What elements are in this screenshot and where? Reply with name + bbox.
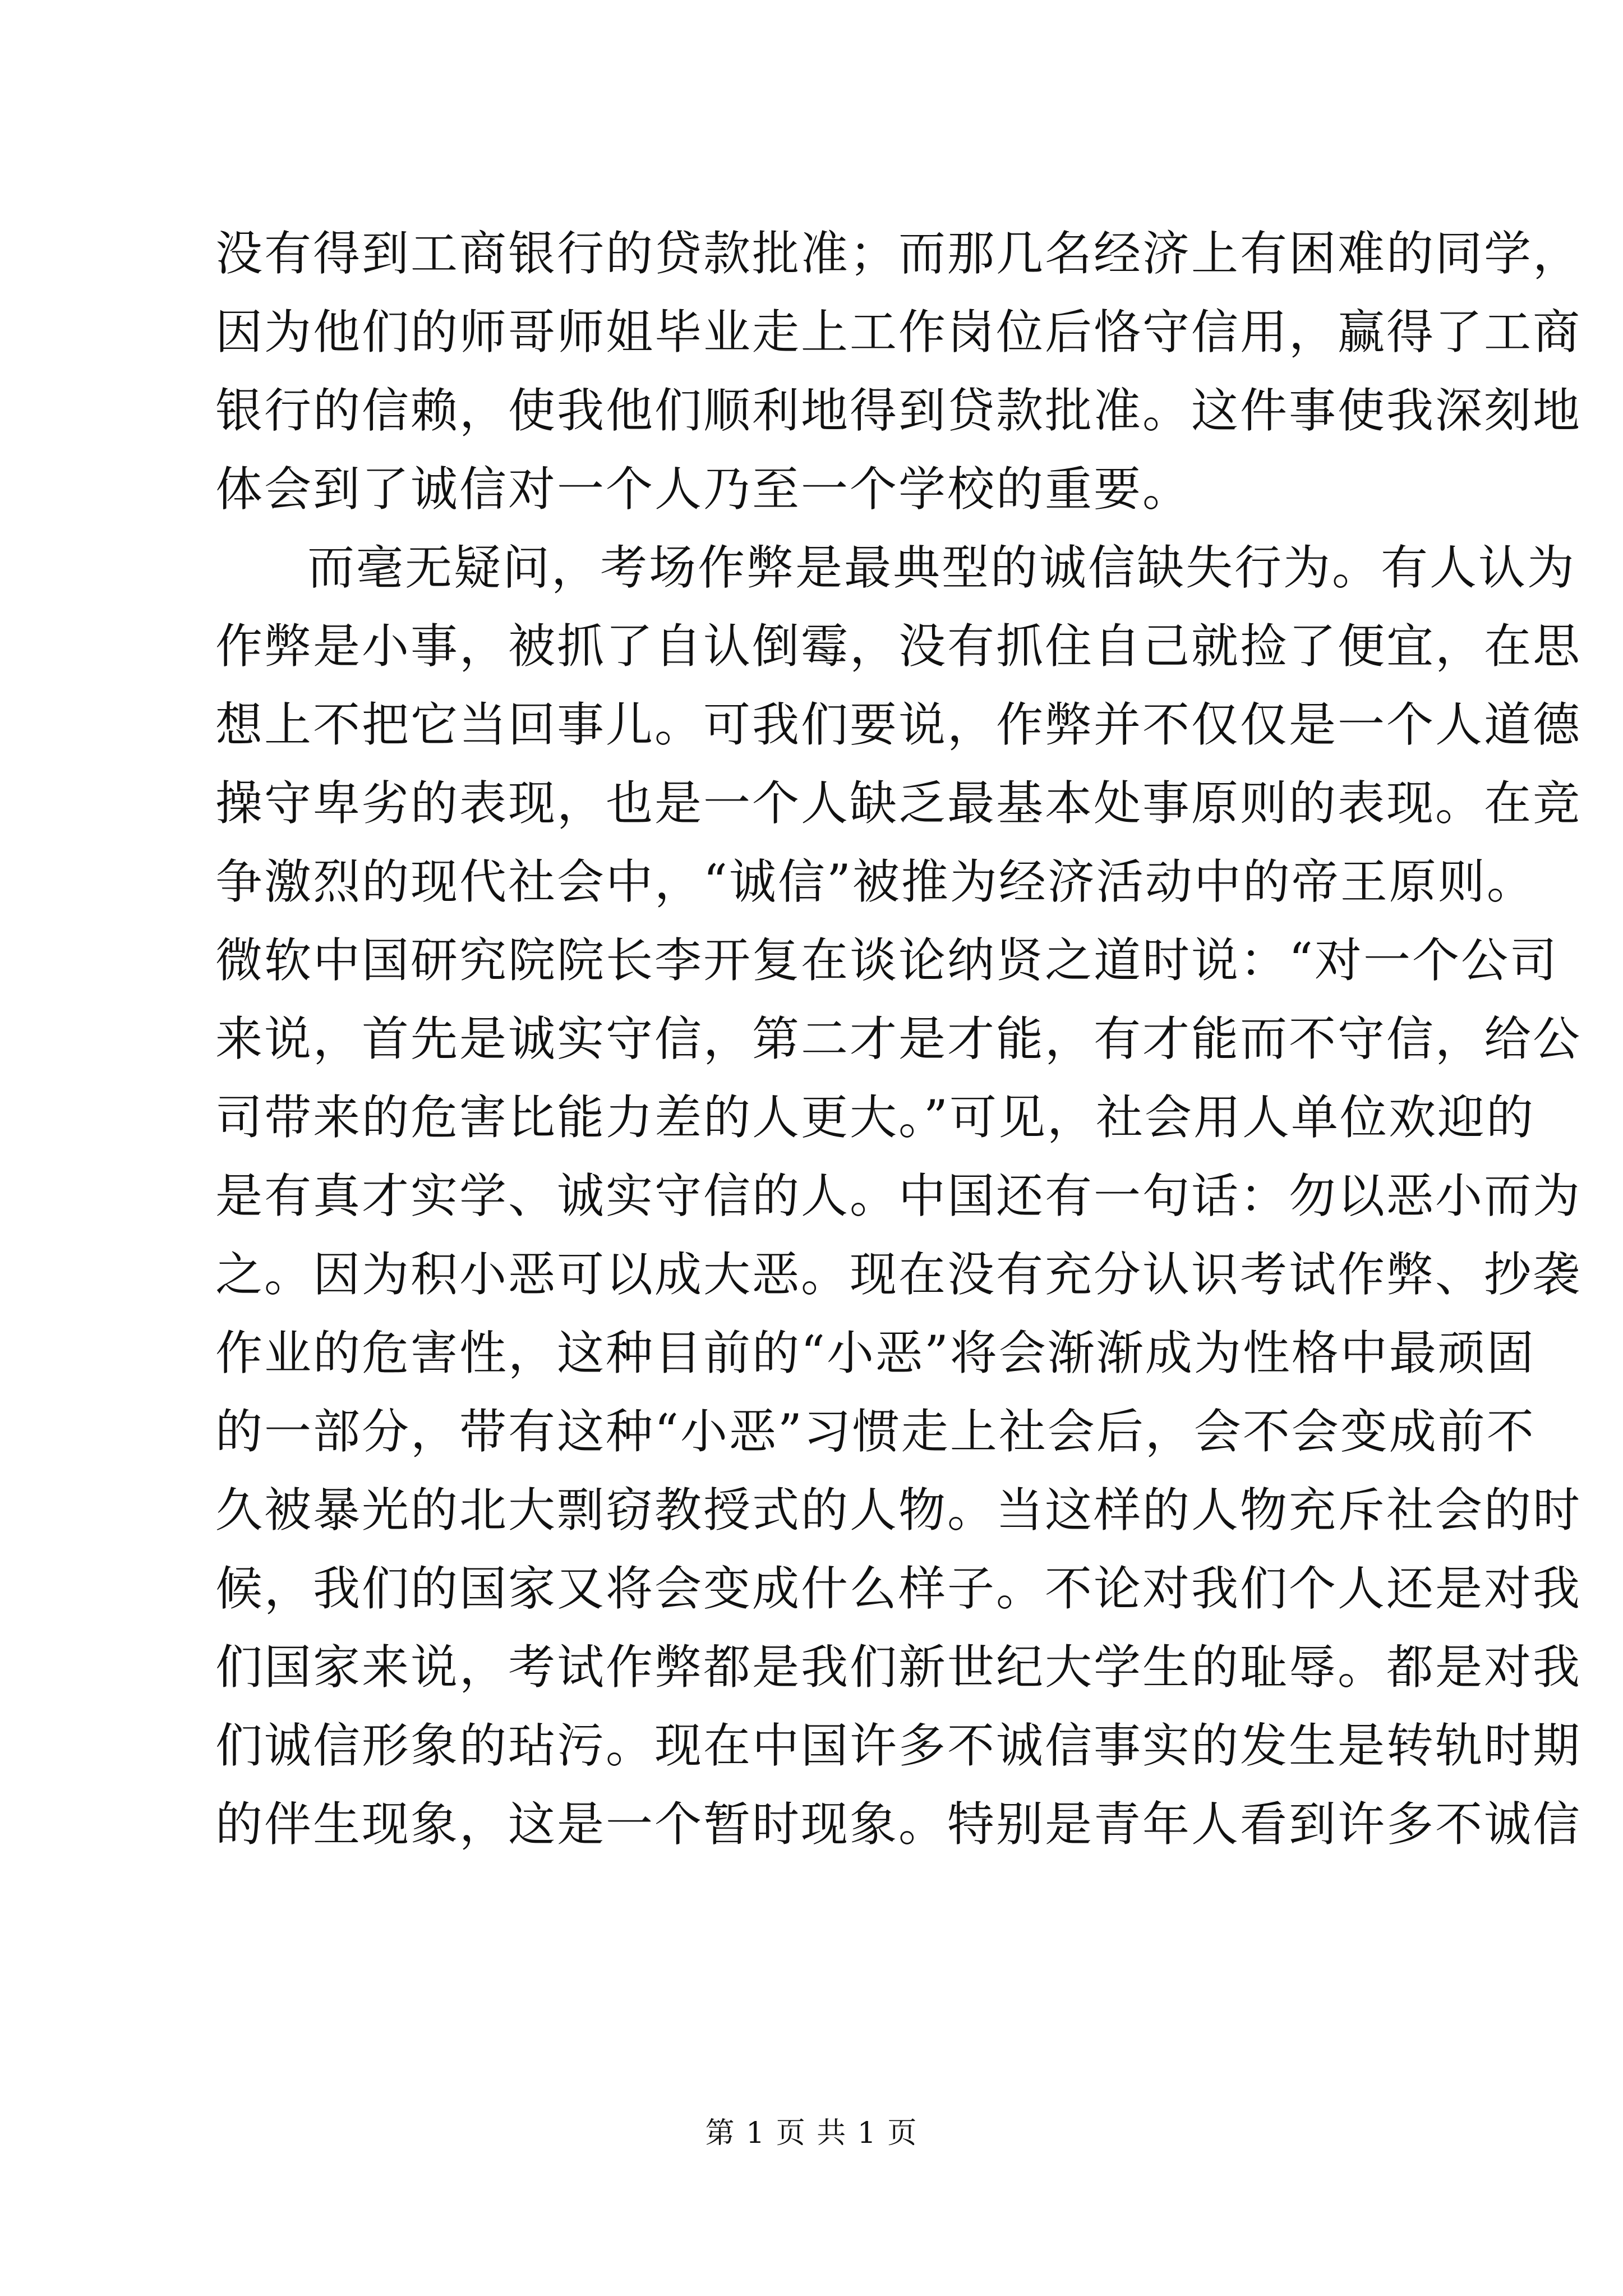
text-line: 候，我们的国家又将会变成什么样子。不论对我们个人还是对我 [215,1561,1582,1616]
body-text [215,214,1582,1864]
text-line: 没有得到工商银行的贷款批准；而那几名经济上有困难的同学， [215,226,1582,281]
text-line: 微软中国研究院院长李开复在谈论纳贤之道时说：“对一个公司 [215,933,1559,988]
text-line: 体会到了诚信对一个人乃至一个学校的重要。 [215,462,1192,517]
text-line: 司带来的危害比能力差的人更大。”可见，社会用人单位欢迎的 [215,1090,1535,1145]
text-line: 们诚信形象的玷污。现在中国许多不诚信事实的发生是转轨时期 [215,1718,1582,1773]
paragraph-start-line: 而毫无疑问，考场作弊是最典型的诚信缺失行为。有人认为 [307,540,1576,595]
text-line: 们国家来说，考试作弊都是我们新世纪大学生的耻辱。都是对我 [215,1640,1582,1695]
text-line: 想上不把它当回事儿。可我们要说，作弊并不仅仅是一个人道德 [215,697,1582,752]
text-line: 的一部分，带有这种“小恶”习惯走上社会后，会不会变成前不 [215,1404,1536,1459]
text-line: 的伴生现象，这是一个暂时现象。特别是青年人看到许多不诚信 [215,1797,1582,1852]
text-line: 因为他们的师哥师姐毕业走上工作岗位后恪守信用，赢得了工商 [215,305,1582,360]
text-line: 作弊是小事，被抓了自认倒霉，没有抓住自己就捡了便宜，在思 [215,619,1582,674]
text-line: 之。因为积小恶可以成大恶。现在没有充分认识考试作弊、抄袭 [215,1247,1582,1302]
text-line: 是有真才实学、诚实守信的人。中国还有一句话：勿以恶小而为 [215,1168,1582,1223]
text-line: 作业的危害性，这种目前的“小恶”将会渐渐成为性格中最顽固 [215,1326,1536,1381]
text-line: 来说，首先是诚实守信，第二才是才能，有才能而不守信，给公 [215,1011,1582,1066]
text-line: 银行的信赖，使我他们顺利地得到贷款批准。这件事使我深刻地 [215,383,1582,438]
page-number-footer: 第 1 页 共 1 页 [705,2116,918,2150]
text-line: 操守卑劣的表现，也是一个人缺乏最基本处事原则的表现。在竞 [215,776,1582,831]
text-line: 争激烈的现代社会中，“诚信”被推为经济活动中的帝王原则。 [215,854,1536,909]
text-line: 久被暴光的北大剽窃教授式的人物。当这样的人物充斥社会的时 [215,1483,1582,1538]
